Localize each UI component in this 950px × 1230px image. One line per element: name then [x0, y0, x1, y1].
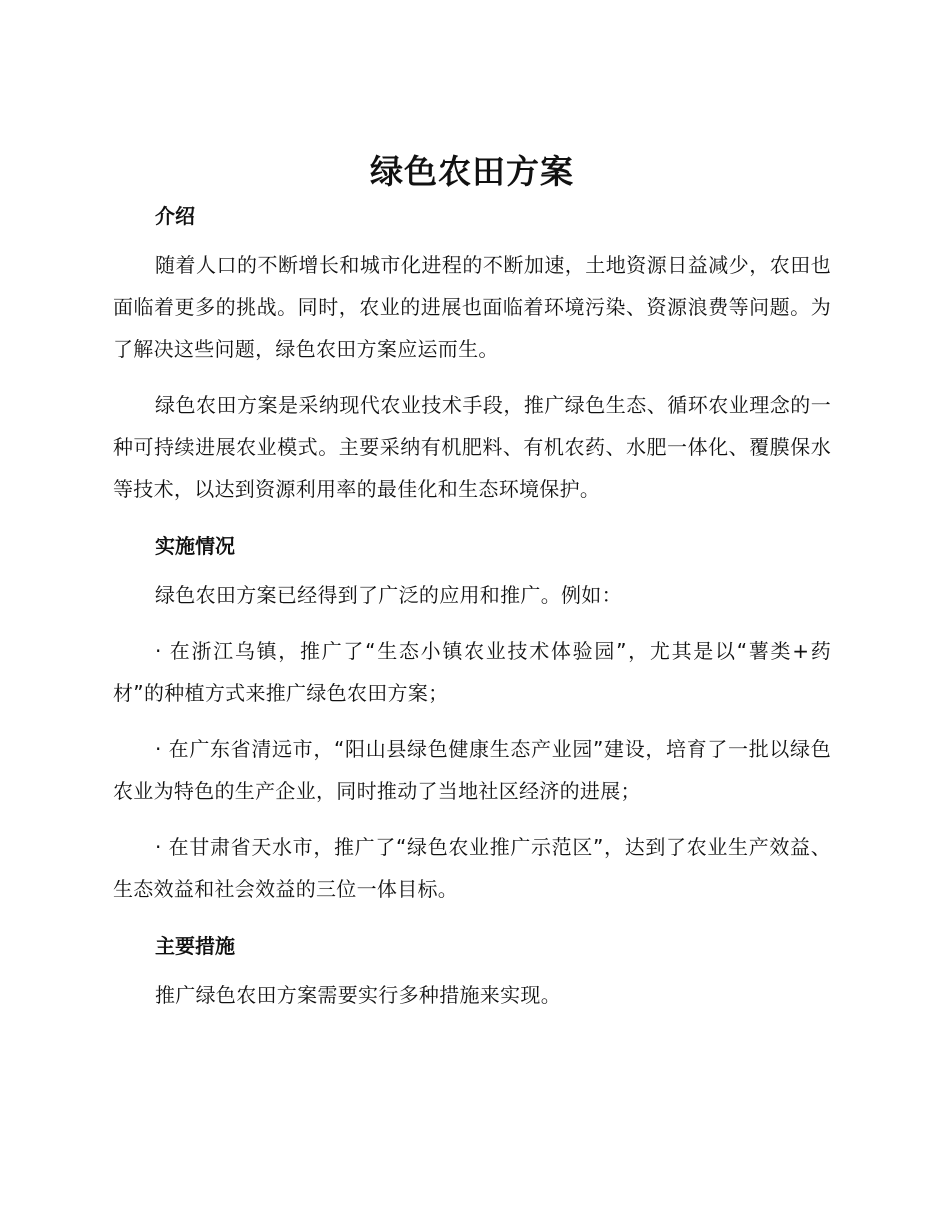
measures-lead: 推广绿色农田方案需要实行多种措施来实现。: [155, 983, 561, 1007]
implementation-lead: 绿色农田方案已经得到了广泛的应用和推广。例如：: [155, 583, 622, 607]
document-title: 绿色农田方案: [370, 152, 574, 191]
section-heading-intro: 介绍: [155, 204, 195, 228]
document-page: [113, 150, 831, 1030]
section-heading-measures: 主要措施: [155, 934, 235, 958]
intro-paragraph-2: 绿色农田方案是采纳现代农业技术手段，推广绿色生态、循环农业理念的一种可持续进展农业模式。主要采纳有机肥料、有机农药、水肥一体化、覆膜保水等技术，以达到资源利用率的最佳化和生态环境保护。: [113, 393, 831, 501]
section-heading-implementation: 实施情况: [155, 534, 235, 558]
implementation-item-wuzhen: · 在浙江乌镇，推广了“生态小镇农业技术体验园”，尤其是以“薯类+药材”的种植方式来推广绿色农田方案；: [113, 639, 831, 705]
implementation-item-tianshui: · 在甘肃省天水市，推广了“绿色农业推广示范区”，达到了农业生产效益、生态效益和社会效益的三位一体目标。: [113, 835, 831, 901]
implementation-item-qingyuan: · 在广东省清远市，“阳山县绿色健康生态产业园”建设，培育了一批以绿色农业为特色的生产企业，同时推动了当地社区经济的进展；: [113, 737, 831, 803]
intro-paragraph-1: 随着人口的不断增长和城市化进程的不断加速，土地资源日益减少，农田也面临着更多的挑战。同时，农业的进展也面临着环境污染、资源浪费等问题。为了解决这些问题，绿色农田方案应运而生。: [113, 253, 831, 361]
